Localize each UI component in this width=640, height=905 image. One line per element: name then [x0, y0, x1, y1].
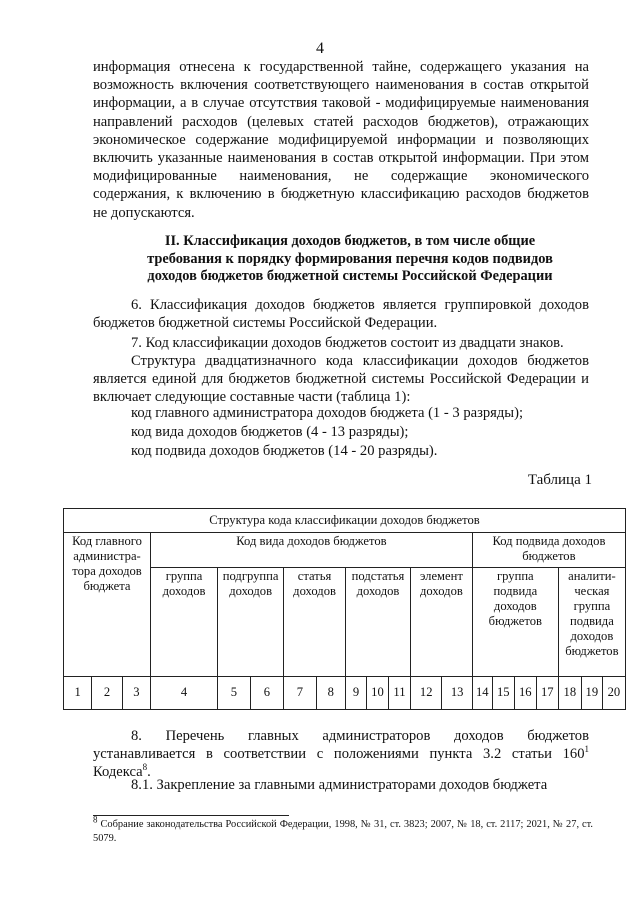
subkind-code-header: Код подвида доходов бюджетов	[472, 533, 625, 567]
page-number: 4	[316, 40, 324, 57]
digit-cell: 19	[581, 676, 602, 709]
paragraph-8-text: 8. Перечень главных администраторов доходов бюджетов устанавливается в соответствии с положениями пункта 3.2 статьи 160	[93, 728, 589, 763]
element-header: элемент доходов	[410, 567, 472, 676]
digit-cell: 1	[64, 676, 92, 709]
subgroup-header: подгруппа доходов	[218, 567, 284, 676]
footnote-reference: 8	[142, 762, 148, 773]
digit-cell: 9	[345, 676, 366, 709]
footnote-text: Собрание законодательства Российской Федерации, 1998, № 31, ст. 3823; 2007, № 18, ст. 2117; 2021, № 27, ст. 5079.	[93, 819, 593, 844]
footnote-marker: 8	[93, 814, 98, 825]
digit-cell: 4	[151, 676, 218, 709]
paragraph-8	[93, 727, 589, 782]
list-item: код вида доходов бюджетов (4 - 13 разряды);	[131, 424, 409, 440]
digit-cell: 11	[388, 676, 410, 709]
table-title: Структура кода классификации доходов бюджетов	[64, 509, 626, 533]
digit-cell: 12	[410, 676, 441, 709]
code-parts-list	[131, 404, 523, 461]
digit-cell: 6	[250, 676, 284, 709]
section-heading: II. Классификация доходов бюджетов, в том числе общие требования к порядку формирования перечня кодов подвидов доходов бюджетов бюджетной системы Российской Федерации	[147, 233, 553, 284]
paragraph-8-code: Кодекса	[93, 764, 143, 781]
digit-row	[64, 676, 626, 709]
digit-cell: 15	[492, 676, 514, 709]
digit-cell: 16	[514, 676, 536, 709]
list-item: код подвида доходов бюджетов (14 - 20 разряды).	[131, 443, 438, 459]
digit-cell: 8	[316, 676, 345, 709]
article-superscript: 1	[584, 744, 589, 755]
digit-cell: 20	[602, 676, 625, 709]
digit-cell: 18	[558, 676, 581, 709]
digit-cell: 14	[472, 676, 492, 709]
subarticle-header: подстатья доходов	[345, 567, 410, 676]
admin-code-header: Код главного администра-тора доходов бюджета	[64, 533, 151, 676]
digit-cell: 17	[536, 676, 558, 709]
kind-code-header: Код вида доходов бюджетов	[151, 533, 473, 567]
subkind-group-header: группа подвида доходов бюджетов	[472, 567, 558, 676]
footnote	[93, 814, 593, 846]
digit-cell: 3	[122, 676, 150, 709]
digit-cell: 5	[218, 676, 251, 709]
code-structure-table	[63, 508, 626, 710]
digit-cell: 10	[366, 676, 388, 709]
paragraph-6: 6. Классификация доходов бюджетов является группировкой доходов бюджетов бюджетной системы Российской Федерации.	[93, 297, 589, 332]
paragraph-8-1: 8.1. Закрепление за главными администраторами доходов бюджета	[131, 777, 548, 793]
list-item: код главного администратора доходов бюджета (1 - 3 разряды);	[131, 405, 524, 421]
table-label: Таблица 1	[527, 472, 592, 488]
paragraph-7: 7. Код классификации доходов бюджетов состоит из двадцати знаков.	[131, 335, 564, 351]
intro-paragraph: информация отнесена к государственной тайне, содержащего указания на возможность включения соответствующего наименования в состав открытой информации, а в случае отсутствия таковой - модифицируемые наименования направлений расходов (целевых статей расходов бюджетов), отражающих экономическое содержание модифицируемой информации и позволяющих включить указанные наименования в состав открытой информации. При этом модифицированные наименования, не содержащие экономического содержания, к включению в бюджетную классификацию расходов бюджетов не допускаются.	[93, 59, 589, 221]
digit-cell: 13	[442, 676, 472, 709]
paragraph-structure: Структура двадцатизначного кода классификации доходов бюджетов является единой для бюджетов бюджетной системы Российской Федерации и включает следующие составные части (таблица 1):	[93, 353, 589, 406]
article-header: статья доходов	[284, 567, 346, 676]
digit-cell: 7	[284, 676, 317, 709]
analytic-group-header: аналити-ческая группа подвида доходов бюджетов	[558, 567, 625, 676]
paragraph-8-tail: .	[147, 764, 151, 781]
footnote-divider	[93, 815, 289, 816]
digit-cell: 2	[92, 676, 122, 709]
group-header: группа доходов	[151, 567, 218, 676]
